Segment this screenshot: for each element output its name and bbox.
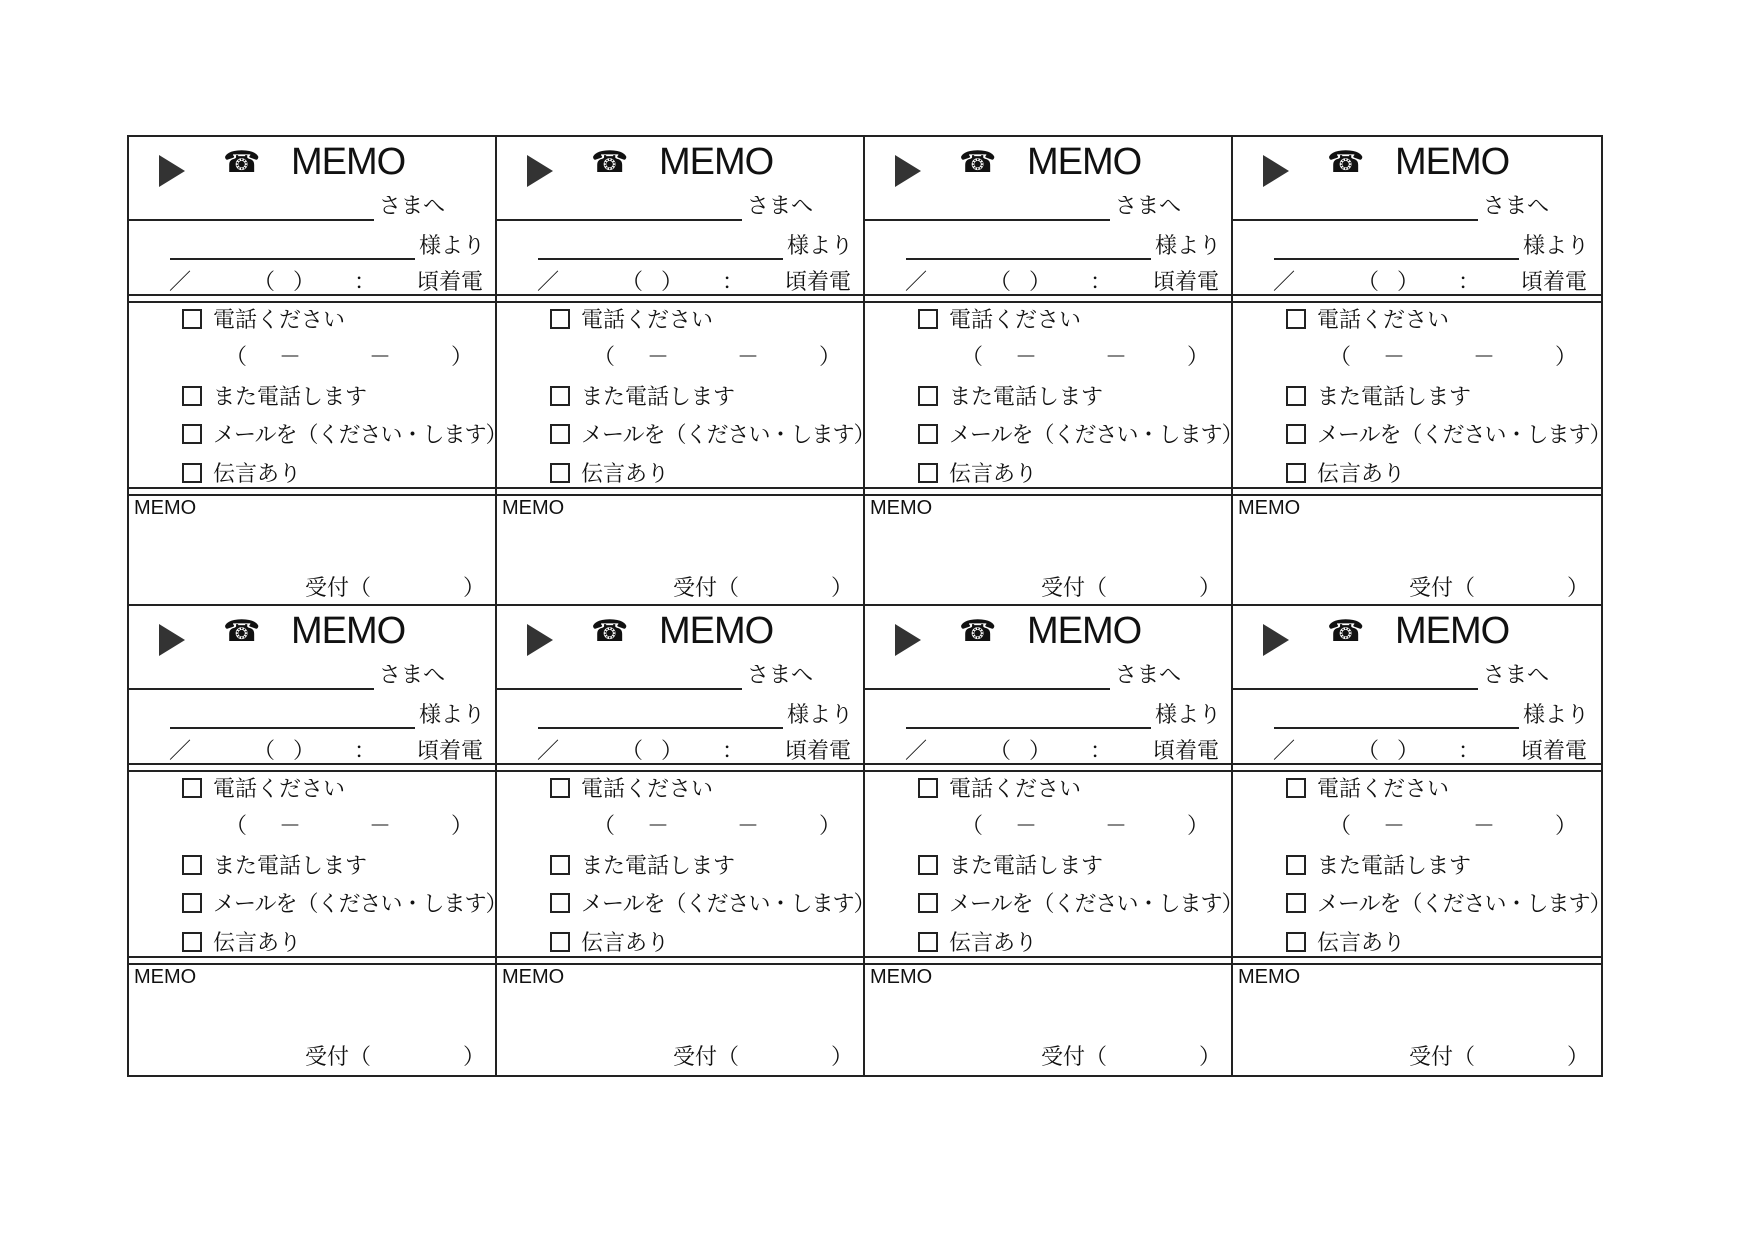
caller-line[interactable]	[1274, 258, 1519, 260]
checkbox-message[interactable]	[550, 932, 570, 952]
divider	[129, 294, 495, 303]
weekday-close: ）	[293, 270, 316, 295]
recipient-line[interactable]	[497, 688, 742, 690]
checkbox-email[interactable]	[1286, 424, 1306, 444]
recipient-line[interactable]	[129, 219, 374, 221]
phone-close: ）	[451, 345, 474, 370]
date-slash: ／	[905, 739, 928, 764]
memo-label: MEMO	[502, 497, 565, 519]
phone-memo-card	[865, 606, 1243, 1075]
checkbox-will-call[interactable]	[918, 386, 938, 406]
checkbox-call-back[interactable]	[1286, 778, 1306, 798]
phone-open: （	[1329, 345, 1352, 370]
option-label: 電話ください	[949, 777, 1082, 802]
divider	[129, 487, 495, 496]
checkbox-will-call[interactable]	[1286, 855, 1306, 875]
triangle-icon	[527, 155, 553, 187]
checkbox-call-back[interactable]	[918, 778, 938, 798]
checkbox-call-back[interactable]	[550, 778, 570, 798]
phone-dash: －	[1383, 345, 1406, 370]
recipient-line[interactable]	[865, 219, 1110, 221]
checkbox-will-call[interactable]	[1286, 386, 1306, 406]
recipient-suffix: さまへ	[379, 194, 446, 219]
checkbox-call-back[interactable]	[182, 309, 202, 329]
divider	[129, 763, 495, 772]
checkbox-message[interactable]	[1286, 463, 1306, 483]
phone-dash: －	[1473, 345, 1496, 370]
checkbox-email[interactable]	[918, 424, 938, 444]
weekday-open: （	[1357, 270, 1380, 295]
triangle-icon	[159, 624, 185, 656]
caller-suffix: 様より	[1155, 703, 1222, 728]
telephone-icon: ☎	[591, 145, 629, 180]
phone-open: （	[1329, 814, 1352, 839]
date-slash: ／	[1273, 270, 1296, 295]
checkbox-message[interactable]	[182, 463, 202, 483]
received-label: 頃着電	[1153, 270, 1220, 295]
phone-memo-sheet	[127, 135, 1611, 1077]
triangle-icon	[895, 624, 921, 656]
weekday-open: （	[253, 739, 276, 764]
option-label: メールを（ください・します）	[213, 423, 507, 448]
option-label: メールを（ください・します）	[949, 423, 1243, 448]
telephone-icon: ☎	[223, 145, 261, 180]
option-label: また電話します	[581, 854, 736, 879]
weekday-close: ）	[1029, 739, 1052, 764]
receptionist-close: ）	[463, 576, 486, 601]
divider	[865, 763, 1231, 772]
option-label: メールを（ください・します）	[949, 892, 1243, 917]
triangle-icon	[1263, 624, 1289, 656]
caller-line[interactable]	[538, 727, 783, 729]
divider	[865, 487, 1231, 496]
phone-dash: －	[1015, 814, 1038, 839]
phone-close: ）	[1187, 345, 1210, 370]
phone-dash: －	[369, 814, 392, 839]
telephone-icon: ☎	[959, 145, 997, 180]
phone-memo-card	[497, 606, 875, 1075]
received-label: 頃着電	[785, 270, 852, 295]
card-title: MEMO	[1395, 610, 1510, 652]
receptionist-close: ）	[463, 1045, 486, 1070]
option-label: また電話します	[581, 385, 736, 410]
option-label: 電話ください	[581, 308, 714, 333]
card-title: MEMO	[1395, 141, 1510, 183]
option-label: メールを（ください・します）	[581, 892, 875, 917]
telephone-icon: ☎	[1327, 614, 1365, 649]
recipient-suffix: さまへ	[747, 194, 814, 219]
option-label: 伝言あり	[213, 462, 302, 487]
option-label: また電話します	[1317, 385, 1472, 410]
time-colon: ：	[1458, 739, 1481, 764]
phone-memo-card	[865, 137, 1243, 606]
receptionist-label: 受付（	[1041, 576, 1108, 601]
option-label: 伝言あり	[1317, 931, 1406, 956]
time-colon: ：	[722, 270, 745, 295]
time-colon: ：	[1458, 270, 1481, 295]
card-title: MEMO	[291, 610, 406, 652]
caller-line[interactable]	[906, 727, 1151, 729]
triangle-icon	[1263, 155, 1289, 187]
option-label: 伝言あり	[581, 462, 670, 487]
option-label: メールを（ください・します）	[213, 892, 507, 917]
divider	[1233, 763, 1601, 772]
checkbox-email[interactable]	[182, 424, 202, 444]
caller-suffix: 様より	[419, 234, 486, 259]
receptionist-label: 受付（	[305, 576, 372, 601]
memo-label: MEMO	[502, 966, 565, 988]
time-colon: ：	[354, 739, 377, 764]
phone-close: ）	[1555, 814, 1578, 839]
option-label: 伝言あり	[581, 931, 670, 956]
checkbox-will-call[interactable]	[550, 386, 570, 406]
checkbox-email[interactable]	[182, 893, 202, 913]
telephone-icon: ☎	[959, 614, 997, 649]
option-label: 電話ください	[581, 777, 714, 802]
option-label: 伝言あり	[213, 931, 302, 956]
telephone-icon: ☎	[591, 614, 629, 649]
checkbox-will-call[interactable]	[182, 386, 202, 406]
checkbox-message[interactable]	[182, 932, 202, 952]
phone-dash: －	[1473, 814, 1496, 839]
weekday-close: ）	[661, 739, 684, 764]
date-slash: ／	[169, 739, 192, 764]
memo-label: MEMO	[1238, 497, 1301, 519]
receptionist-label: 受付（	[1041, 1045, 1108, 1070]
phone-open: （	[225, 345, 248, 370]
option-label: 伝言あり	[949, 931, 1038, 956]
weekday-open: （	[621, 739, 644, 764]
time-colon: ：	[1090, 270, 1113, 295]
checkbox-message[interactable]	[918, 932, 938, 952]
receptionist-close: ）	[1199, 576, 1222, 601]
option-label: 電話ください	[949, 308, 1082, 333]
caller-line[interactable]	[906, 258, 1151, 260]
memo-label: MEMO	[870, 497, 933, 519]
option-label: 電話ください	[1317, 777, 1450, 802]
telephone-icon: ☎	[1327, 145, 1365, 180]
option-label: 伝言あり	[1317, 462, 1406, 487]
checkbox-message[interactable]	[1286, 932, 1306, 952]
receptionist-close: ）	[831, 1045, 854, 1070]
receptionist-label: 受付（	[673, 1045, 740, 1070]
weekday-close: ）	[293, 739, 316, 764]
checkbox-message[interactable]	[550, 463, 570, 483]
recipient-line[interactable]	[865, 688, 1110, 690]
memo-label: MEMO	[134, 497, 197, 519]
receptionist-close: ）	[831, 576, 854, 601]
card-title: MEMO	[291, 141, 406, 183]
divider	[1233, 487, 1601, 496]
memo-label: MEMO	[870, 966, 933, 988]
divider	[497, 294, 863, 303]
phone-memo-card	[497, 137, 875, 606]
phone-close: ）	[1555, 345, 1578, 370]
card-title: MEMO	[659, 610, 774, 652]
time-colon: ：	[722, 739, 745, 764]
caller-line[interactable]	[170, 258, 415, 260]
phone-memo-card	[129, 137, 507, 606]
caller-line[interactable]	[170, 727, 415, 729]
time-colon: ：	[354, 270, 377, 295]
recipient-suffix: さまへ	[1115, 663, 1182, 688]
recipient-line[interactable]	[497, 219, 742, 221]
receptionist-close: ）	[1199, 1045, 1222, 1070]
option-label: また電話します	[213, 385, 368, 410]
checkbox-call-back[interactable]	[550, 309, 570, 329]
weekday-open: （	[989, 739, 1012, 764]
option-label: 伝言あり	[949, 462, 1038, 487]
option-label: 電話ください	[213, 308, 346, 333]
option-label: メールを（ください・します）	[581, 423, 875, 448]
date-slash: ／	[169, 270, 192, 295]
phone-open: （	[593, 814, 616, 839]
option-label: 電話ください	[1317, 308, 1450, 333]
phone-close: ）	[451, 814, 474, 839]
checkbox-call-back[interactable]	[918, 309, 938, 329]
date-slash: ／	[537, 270, 560, 295]
divider	[1233, 956, 1601, 965]
phone-dash: －	[647, 814, 670, 839]
phone-memo-card	[1233, 606, 1611, 1075]
received-label: 頃着電	[785, 739, 852, 764]
weekday-close: ）	[1029, 270, 1052, 295]
checkbox-will-call[interactable]	[182, 855, 202, 875]
phone-open: （	[225, 814, 248, 839]
phone-dash: －	[737, 345, 760, 370]
option-label: また電話します	[949, 385, 1104, 410]
phone-dash: －	[279, 345, 302, 370]
weekday-close: ）	[661, 270, 684, 295]
caller-suffix: 様より	[787, 703, 854, 728]
option-label: また電話します	[949, 854, 1104, 879]
divider	[129, 956, 495, 965]
card-title: MEMO	[1027, 610, 1142, 652]
caller-line[interactable]	[538, 258, 783, 260]
checkbox-email[interactable]	[550, 424, 570, 444]
receptionist-close: ）	[1567, 1045, 1590, 1070]
phone-dash: －	[1105, 345, 1128, 370]
receptionist-label: 受付（	[305, 1045, 372, 1070]
phone-close: ）	[819, 814, 842, 839]
phone-close: ）	[819, 345, 842, 370]
telephone-icon: ☎	[223, 614, 261, 649]
phone-dash: －	[647, 345, 670, 370]
checkbox-call-back[interactable]	[182, 778, 202, 798]
option-label: メールを（ください・します）	[1317, 892, 1611, 917]
triangle-icon	[159, 155, 185, 187]
caller-suffix: 様より	[1523, 703, 1590, 728]
caller-line[interactable]	[1274, 727, 1519, 729]
checkbox-email[interactable]	[1286, 893, 1306, 913]
triangle-icon	[527, 624, 553, 656]
weekday-open: （	[253, 270, 276, 295]
receptionist-close: ）	[1567, 576, 1590, 601]
phone-open: （	[961, 345, 984, 370]
caller-suffix: 様より	[1523, 234, 1590, 259]
option-label: また電話します	[213, 854, 368, 879]
phone-dash: －	[1105, 814, 1128, 839]
phone-dash: －	[369, 345, 392, 370]
recipient-suffix: さまへ	[1115, 194, 1182, 219]
checkbox-call-back[interactable]	[1286, 309, 1306, 329]
triangle-icon	[895, 155, 921, 187]
receptionist-label: 受付（	[673, 576, 740, 601]
option-label: 電話ください	[213, 777, 346, 802]
memo-label: MEMO	[134, 966, 197, 988]
date-slash: ／	[537, 739, 560, 764]
recipient-suffix: さまへ	[1483, 663, 1550, 688]
divider	[497, 956, 863, 965]
recipient-suffix: さまへ	[1483, 194, 1550, 219]
option-label: メールを（ください・します）	[1317, 423, 1611, 448]
phone-close: ）	[1187, 814, 1210, 839]
weekday-open: （	[1357, 739, 1380, 764]
recipient-suffix: さまへ	[747, 663, 814, 688]
recipient-line[interactable]	[1233, 219, 1478, 221]
receptionist-label: 受付（	[1409, 576, 1476, 601]
divider	[1233, 294, 1601, 303]
recipient-line[interactable]	[129, 688, 374, 690]
divider	[497, 763, 863, 772]
caller-suffix: 様より	[787, 234, 854, 259]
recipient-suffix: さまへ	[379, 663, 446, 688]
weekday-open: （	[621, 270, 644, 295]
weekday-close: ）	[1397, 739, 1420, 764]
time-colon: ：	[1090, 739, 1113, 764]
checkbox-email[interactable]	[918, 893, 938, 913]
phone-memo-card	[1233, 137, 1611, 606]
received-label: 頃着電	[417, 270, 484, 295]
phone-dash: －	[279, 814, 302, 839]
divider	[865, 956, 1231, 965]
card-title: MEMO	[659, 141, 774, 183]
date-slash: ／	[1273, 739, 1296, 764]
memo-label: MEMO	[1238, 966, 1301, 988]
received-label: 頃着電	[1153, 739, 1220, 764]
checkbox-message[interactable]	[918, 463, 938, 483]
divider	[497, 487, 863, 496]
phone-dash: －	[1383, 814, 1406, 839]
divider	[865, 294, 1231, 303]
phone-open: （	[961, 814, 984, 839]
receptionist-label: 受付（	[1409, 1045, 1476, 1070]
received-label: 頃着電	[1521, 270, 1588, 295]
checkbox-will-call[interactable]	[550, 855, 570, 875]
option-label: また電話します	[1317, 854, 1472, 879]
phone-memo-card	[129, 606, 507, 1075]
phone-dash: －	[1015, 345, 1038, 370]
received-label: 頃着電	[417, 739, 484, 764]
checkbox-will-call[interactable]	[918, 855, 938, 875]
checkbox-email[interactable]	[550, 893, 570, 913]
caller-suffix: 様より	[1155, 234, 1222, 259]
phone-open: （	[593, 345, 616, 370]
caller-suffix: 様より	[419, 703, 486, 728]
date-slash: ／	[905, 270, 928, 295]
phone-dash: －	[737, 814, 760, 839]
card-title: MEMO	[1027, 141, 1142, 183]
weekday-close: ）	[1397, 270, 1420, 295]
received-label: 頃着電	[1521, 739, 1588, 764]
recipient-line[interactable]	[1233, 688, 1478, 690]
weekday-open: （	[989, 270, 1012, 295]
